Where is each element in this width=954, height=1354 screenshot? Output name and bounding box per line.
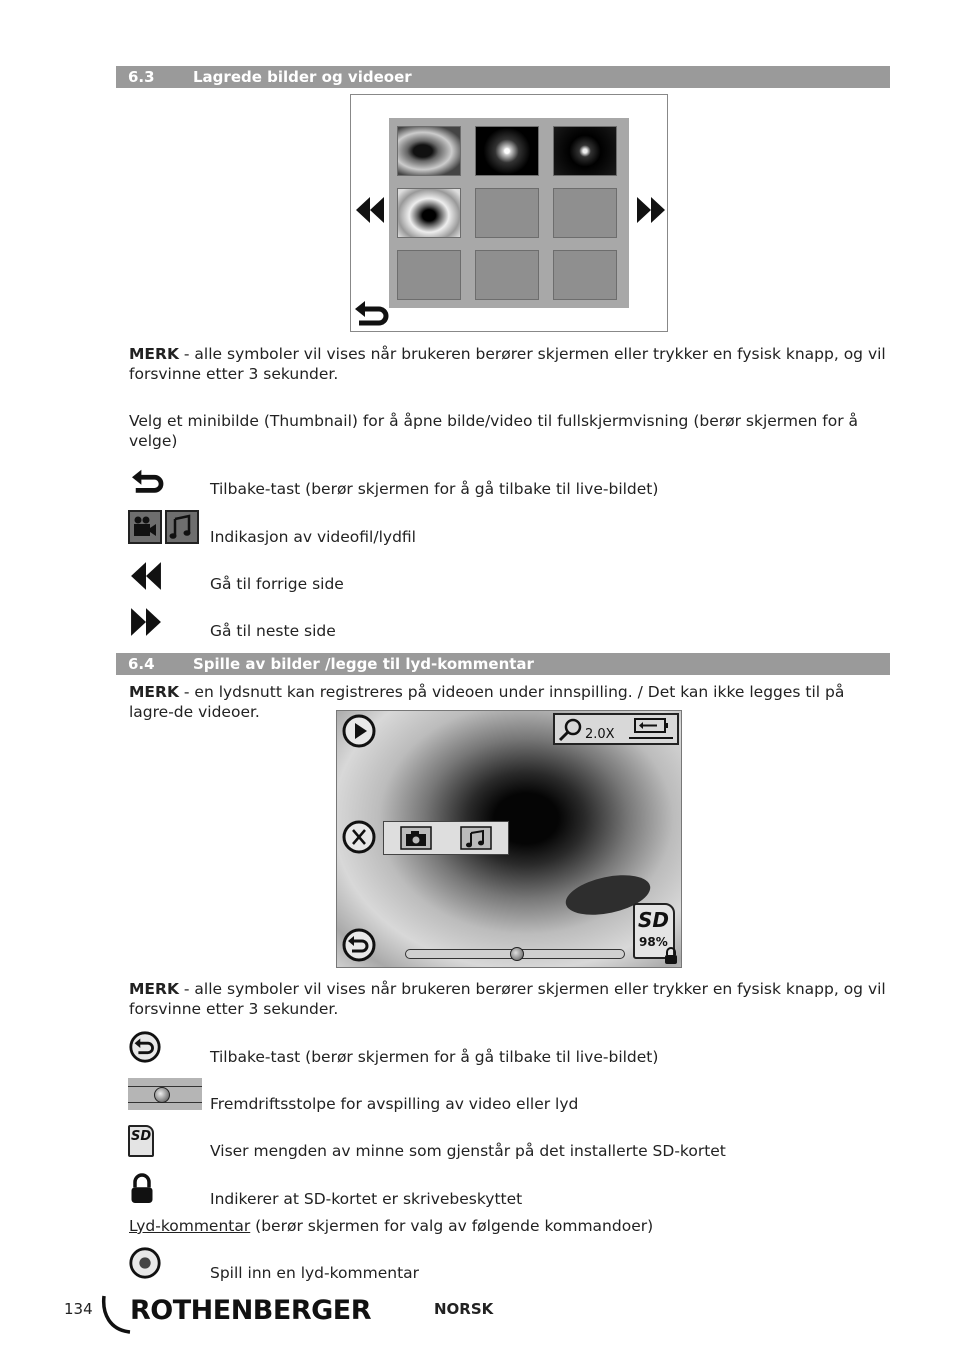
section-header-6-4 [116, 653, 890, 675]
note-text: - alle symboler vil vises når brukeren berører skjermen eller trykker en fysisk knapp, og vil forsvinne etter 3 sekunder. [129, 980, 886, 1018]
section-number: 6.3 [128, 68, 155, 86]
legend-text: Indikerer at SD-kortet er skrivebeskyttet [210, 1190, 523, 1208]
language-label: NORSK [434, 1300, 494, 1318]
note-label: MERK [129, 345, 179, 363]
sd-percent: 98% [639, 935, 668, 949]
fast-forward-icon [128, 606, 164, 638]
note-label: MERK [129, 683, 179, 701]
video-audio-file-icon [128, 510, 200, 548]
media-type-panel [383, 821, 509, 855]
sd-label: SD [638, 908, 670, 932]
playback-screenshot [336, 710, 682, 968]
thumbnail-1[interactable] [397, 126, 461, 176]
battery-icon [627, 717, 677, 743]
note-label: MERK [129, 980, 179, 998]
sd-label: SD [131, 1129, 152, 1144]
fast-forward-icon[interactable] [635, 195, 667, 225]
thumbnail-empty [397, 250, 461, 300]
section-number: 6.4 [128, 655, 155, 673]
return-arrow-icon[interactable] [353, 297, 389, 329]
music-note-icon[interactable] [460, 826, 492, 850]
record-icon [128, 1246, 162, 1280]
legend-text: Tilbake-tast (berør skjermen for å gå tilbake til live-bildet) [210, 1048, 659, 1066]
legend-text: Viser mengden av minne som gjenstår på det installerte SD-kortet [210, 1142, 726, 1160]
progress-knob [154, 1087, 170, 1103]
section-title: Lagrede bilder og videoer [193, 68, 412, 86]
return-arrow-icon [130, 466, 164, 496]
legend-text: Tilbake-tast (berør skjermen for å gå tilbake til live-bildet) [210, 480, 659, 498]
page-number: 134 [64, 1300, 93, 1318]
thumbnail-empty [553, 250, 617, 300]
lock-icon [128, 1173, 156, 1205]
legend-text: Indikasjon av videofil/lydfil [210, 528, 416, 546]
gallery-screenshot [350, 94, 668, 332]
audio-comment-text: (berør skjermen for valg av følgende kommandoer) [250, 1217, 654, 1235]
brand-swoosh-icon [100, 1292, 134, 1336]
status-panel [553, 713, 679, 745]
lock-icon [663, 947, 679, 965]
magnifier-icon [557, 717, 585, 743]
thumbnail-grid [389, 118, 629, 308]
thumbnail-empty [475, 188, 539, 238]
brand-logo: ROTHENBERGER [130, 1295, 372, 1326]
note-text: - alle symboler vil vises når brukeren berører skjermen eller trykker en fysisk knapp, og vil forsvinne etter 3 sekunder. [129, 345, 886, 383]
note-paragraph [129, 344, 889, 384]
thumbnail-empty [475, 250, 539, 300]
sd-card-icon [128, 1125, 154, 1157]
play-icon[interactable] [341, 713, 377, 749]
note-text: - en lydsnutt kan registreres på videoen under innspilling. / Det kan ikke legges til på lagre-de videoer. [129, 683, 845, 721]
legend-text: Spill inn en lyd-kommentar [210, 1264, 420, 1282]
thumbnail-4[interactable] [397, 188, 461, 238]
zoom-level: 2.0X [585, 727, 615, 742]
select-paragraph: Velg et minibilde (Thumbnail) for å åpne bilde/video til fullskjermvisning (berør skjermen for å velge) [129, 412, 859, 450]
thumbnail-2[interactable] [475, 126, 539, 176]
close-icon[interactable] [341, 819, 377, 855]
note-paragraph [129, 979, 889, 1019]
thumbnail-empty [553, 188, 617, 238]
rewind-icon [128, 560, 164, 592]
section-header-6-3 [116, 66, 890, 88]
progress-bar-icon [128, 1078, 202, 1110]
legend-text: Gå til neste side [210, 622, 336, 640]
rewind-icon[interactable] [354, 195, 386, 225]
progress-knob[interactable] [510, 947, 524, 961]
legend-text: Fremdriftsstolpe for avspilling av video eller lyd [210, 1095, 579, 1113]
audio-comment-link: Lyd-kommentar [129, 1217, 251, 1235]
camera-icon[interactable] [400, 826, 432, 850]
circle-return-icon[interactable] [341, 927, 377, 963]
circle-return-icon [128, 1030, 162, 1064]
section-title: Spille av bilder /legge til lyd-kommentar [193, 655, 534, 673]
legend-text: Gå til forrige side [210, 575, 344, 593]
audio-comment-paragraph [129, 1216, 889, 1236]
thumbnail-3[interactable] [553, 126, 617, 176]
